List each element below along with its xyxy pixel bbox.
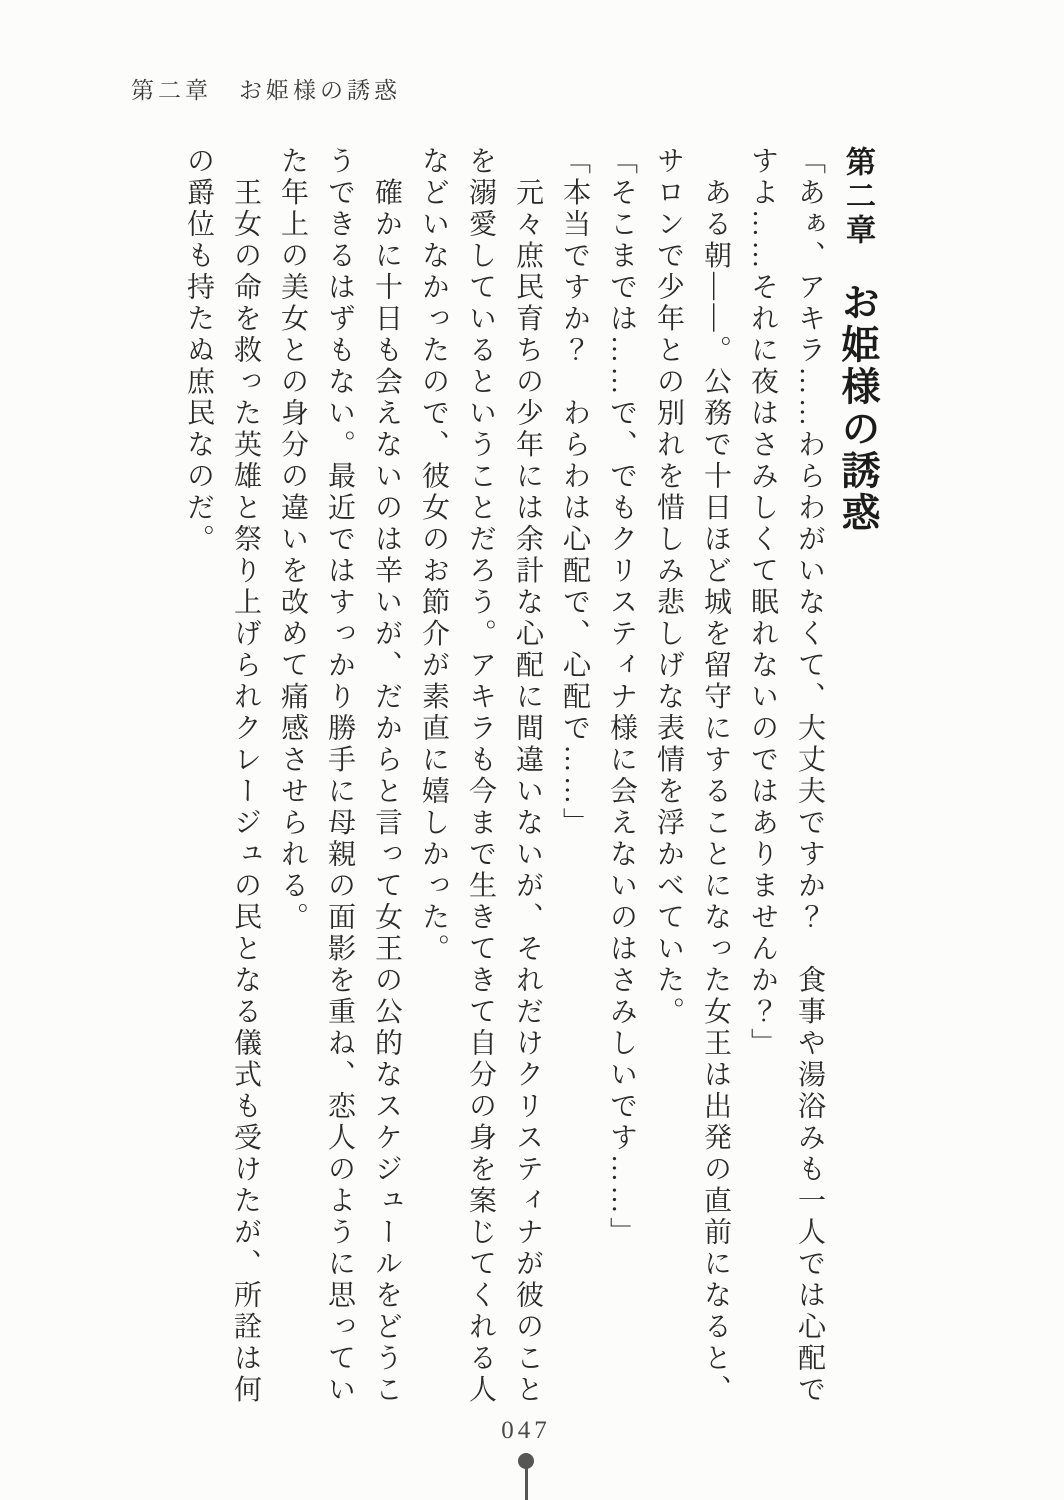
- text-column: 「あぁ、アキラ……わらわがいなくて、大丈夫ですか？ 食事や湯浴みも一人では心配で: [794, 146, 825, 1406]
- text-column: うできるはずもない。最近ではすっかり勝手に母親の面影を重ね、恋人のように思ってい: [324, 146, 355, 1406]
- text-column: 「そこまでは……で、でもクリスティナ様に会えないのはさみしいです……」: [606, 146, 637, 1249]
- text-column: 「本当ですか？ わらわは心配で、心配で……」: [559, 146, 590, 839]
- text-column: の爵位も持たぬ庶民なのだ。: [183, 146, 214, 556]
- text-column: 王女の命を救った英雄と祭り上げられクレージュの民となる儀式も受けたが、所詮は何: [230, 146, 261, 1406]
- text-column: を溺愛しているということだろう。アキラも今まで生きてきて自分の身を案じてくれる人: [465, 146, 496, 1406]
- chapter-name: お姫様の誘惑: [836, 282, 879, 534]
- text-column: た年上の美女との身分の違いを改めて痛感させられる。: [277, 146, 308, 934]
- text-column: ある朝――。公務で十日ほど城を留守にすることになった女王は出発の直前になると、: [700, 146, 731, 1406]
- ornament-line: [525, 1466, 528, 1500]
- text-column: すよ……それに夜はさみしくて眠れないのではありませんか？」: [747, 146, 778, 1060]
- chapter-number: 第二章: [841, 146, 874, 248]
- text-column: 元々庶民育ちの少年には余計な心配に間違いないが、それだけクリスティナが彼のこと: [512, 146, 543, 1406]
- page-content: [121, 146, 881, 1416]
- text-column: などいなかったので、彼女のお節介が素直に嬉しかった。: [418, 146, 449, 965]
- text-column: 確かに十日も会えないのは辛いが、だからと言って女王の公的なスケジュールをどうこ: [371, 146, 402, 1406]
- running-header: 第二章 お姫様の誘惑: [131, 78, 401, 103]
- text-column: サロンで少年との別れを惜しみ悲しげな表情を浮かべていた。: [653, 146, 684, 1028]
- page-number: 047: [501, 1417, 551, 1444]
- chapter-title: [833, 146, 881, 1416]
